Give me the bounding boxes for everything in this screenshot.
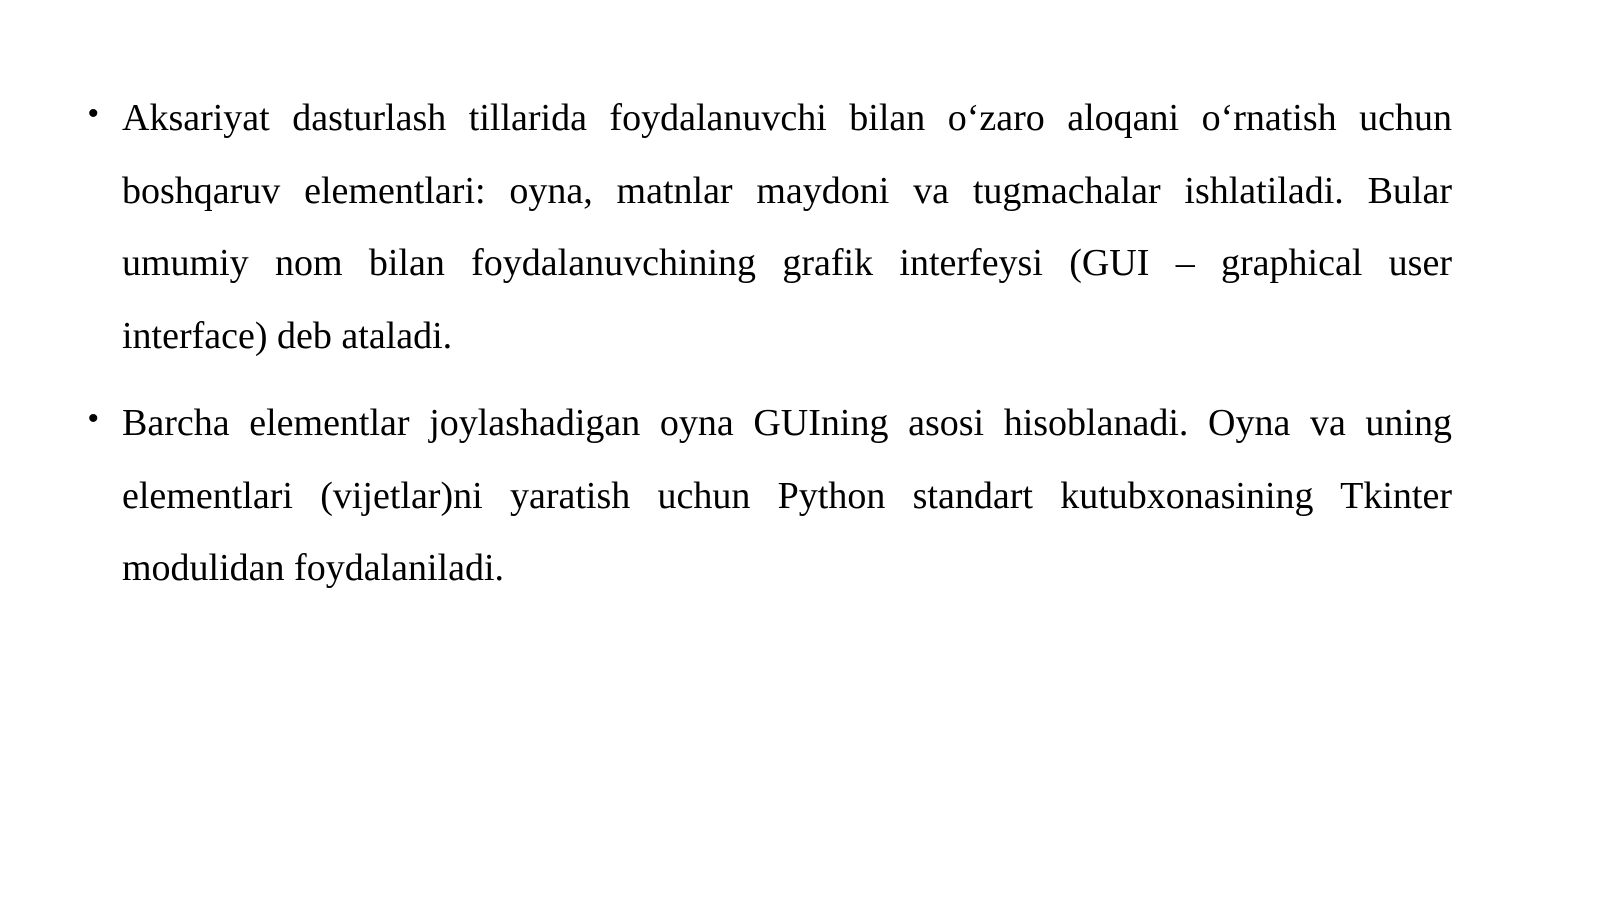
bullet-text: Aksariyat dasturlash tillarida foydalanuvchi bilan o‘zaro aloqani o‘rnatish uchun boshqaruv elementlari: oyna, matnlar maydoni va tugmachalar ishlatiladi. Bular umumiy nom bilan foydalanuvchining grafik interfeysi (GUI – graphical user interface) deb ataladi. [122,97,1452,357]
bullet-item-tkinter [88,387,1452,605]
bullet-marker: • [88,402,99,435]
bullet-list [88,82,1452,620]
bullet-item-gui-definition [88,82,1452,372]
bullet-text: Barcha elementlar joylashadigan oyna GUIning asosi hisoblanadi. Oyna va uning elementlari (vijetlar)ni yaratish uchun Python standart kutubxonasining Tkinter modulidan foydalaniladi. [122,402,1452,589]
bullet-marker: • [88,97,99,130]
